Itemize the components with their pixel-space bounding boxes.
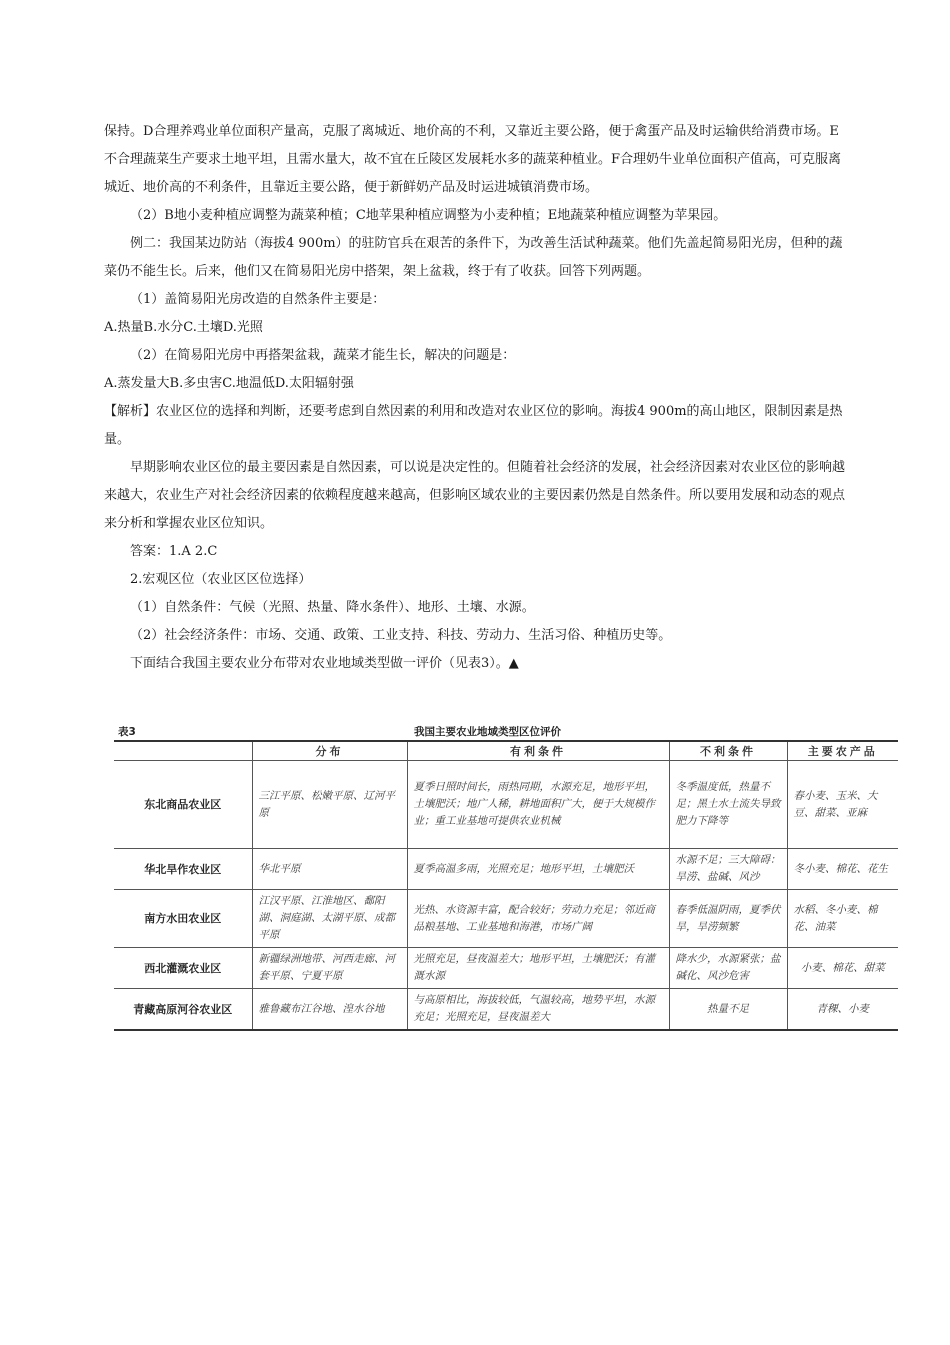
disadvantages-cell: 降水少，水源紧张；盐碱化、风沙危害 — [669, 948, 787, 989]
table-row — [114, 849, 898, 890]
table-caption — [114, 722, 900, 740]
summary-paragraph: 早期影响农业区位的最主要因素是自然因素，可以说是决定性的。但随着社会经济的发展，社会经济因素对农业区位的影响越来越大，农业生产对社会经济因素的依赖程度越来越高，但影响区域农业的主要因素仍然是自然条件。所以要用发展和动态的观点来分析和掌握农业区位知识。 — [104, 460, 846, 531]
paragraph-example-two: 例二：我国某边防站（海拔4 900m）的驻防官兵在艰苦的条件下，为改善生活试种蔬菜。他们先盖起简易阳光房，但种的蔬菜仍不能生长。后来，他们又在简易阳光房中搭架，架上盆栽，终于有了收获。回答下列两题。 — [104, 236, 843, 279]
products-cell: 冬小麦、棉花、花生 — [787, 849, 898, 890]
socioeconomic-conditions: （2）社会经济条件：市场、交通、政策、工业支持、科技、劳动力、生活习俗、种植历史等。 — [130, 628, 672, 643]
table-row — [114, 948, 898, 989]
advantages-cell: 光热、水资源丰富，配合较好；劳动力充足；邻近商品粮基地、工业基地和海港，市场广阔 — [407, 890, 669, 948]
advantages-cell: 夏季日照时间长，雨热同期，水源充足，地形平坦，土壤肥沃；地广人稀，耕地面积广大，便于大规模作业；重工业基地可提供农业机械 — [407, 761, 669, 849]
advantages-cell: 光照充足，昼夜温差大；地形平坦，土壤肥沃；有灌溉水源 — [407, 948, 669, 989]
table-title: 我国主要农业地域类型区位评价 — [414, 726, 561, 738]
products-cell: 青稞、小麦 — [787, 989, 898, 1031]
natural-conditions: （1）自然条件：气候（光照、热量、降水条件）、地形、土壤、水源。 — [130, 600, 535, 615]
agriculture-region-table — [114, 740, 898, 1031]
header-distribution: 分布 — [252, 741, 407, 761]
region-name: 西北灌溉农业区 — [114, 948, 252, 989]
header-products: 主要农产品 — [787, 741, 898, 761]
paragraph-answer-2: （2）B地小麦种植应调整为蔬菜种植；C地苹果种植应调整为小麦种植；E地蔬菜种植应调整为苹果园。 — [130, 208, 727, 223]
table-row — [114, 761, 898, 849]
table-row — [114, 890, 898, 948]
disadvantages-cell: 热量不足 — [669, 989, 787, 1031]
distribution-cell: 华北平原 — [252, 849, 407, 890]
section-heading-macro-location: 2.宏观区位（农业区区位选择） — [130, 572, 312, 587]
header-advantages: 有利条件 — [407, 741, 669, 761]
answer-line: 答案：1.A 2.C — [130, 544, 218, 559]
disadvantages-cell: 冬季温度低，热量不足；黑土水土流失导致肥力下降等 — [669, 761, 787, 849]
region-name: 东北商品农业区 — [114, 761, 252, 849]
distribution-cell: 新疆绿洲地带、河西走廊、河套平原、宁夏平原 — [252, 948, 407, 989]
header-disadvantages: 不利条件 — [669, 741, 787, 761]
distribution-cell: 江汉平原、江淮地区、鄱阳湖、洞庭湖、太湖平原、成都平原 — [252, 890, 407, 948]
distribution-cell: 雅鲁藏布江谷地、湟水谷地 — [252, 989, 407, 1031]
question-1: （1）盖简易阳光房改造的自然条件主要是： — [130, 292, 386, 307]
products-cell: 水稻、冬小麦、棉花、油菜 — [787, 890, 898, 948]
paragraph-continuation: 保持。D合理养鸡业单位面积产量高，克服了离城近、地价高的不利，又靠近主要公路，便于禽蛋产品及时运输供给消费市场。E不合理蔬菜生产要求土地平坦，且需水量大，故不宜在丘陵区发展耗水多的蔬菜种植业。F合理奶牛业单位面积产值高，可克服离城近、地价高的不利条件，且靠近主要公路，便于新鲜奶产品及时运进城镇消费市场。 — [104, 124, 842, 195]
table-intro: 下面结合我国主要农业分布带对农业地域类型做一评价（见表3）。▲ — [130, 656, 519, 671]
header-region — [114, 741, 252, 761]
table-header-row — [114, 741, 898, 761]
question-2: （2）在简易阳光房中再搭架盆栽，蔬菜才能生长，解决的问题是： — [130, 348, 516, 363]
region-name: 青藏高原河谷农业区 — [114, 989, 252, 1031]
table-figure — [114, 722, 900, 1031]
region-name: 南方水田农业区 — [114, 890, 252, 948]
table-row — [114, 989, 898, 1031]
disadvantages-cell: 春季低温阴雨，夏季伏旱，旱涝频繁 — [669, 890, 787, 948]
advantages-cell: 与高原相比，海拔较低，气温较高，地势平坦，水源充足；光照充足，昼夜温差大 — [407, 989, 669, 1031]
advantages-cell: 夏季高温多雨，光照充足；地形平坦，土壤肥沃 — [407, 849, 669, 890]
products-cell: 小麦、棉花、甜菜 — [787, 948, 898, 989]
analysis-paragraph: 【解析】农业区位的选择和判断，还要考虑到自然因素的利用和改造对农业区位的影响。海拔4 900m的高山地区，限制因素是热量。 — [104, 404, 843, 447]
question-1-options: A.热量B.水分C.土壤D.光照 — [104, 320, 263, 335]
distribution-cell: 三江平原、松嫩平原、辽河平原 — [252, 761, 407, 849]
table-label: 表3 — [118, 726, 136, 738]
products-cell: 春小麦、玉米、大豆、甜菜、亚麻 — [787, 761, 898, 849]
disadvantages-cell: 水源不足；三大障碍：旱涝、盐碱、风沙 — [669, 849, 787, 890]
document-body — [104, 118, 850, 678]
question-2-options: A.蒸发量大B.多虫害C.地温低D.太阳辐射强 — [104, 376, 354, 391]
region-name: 华北旱作农业区 — [114, 849, 252, 890]
